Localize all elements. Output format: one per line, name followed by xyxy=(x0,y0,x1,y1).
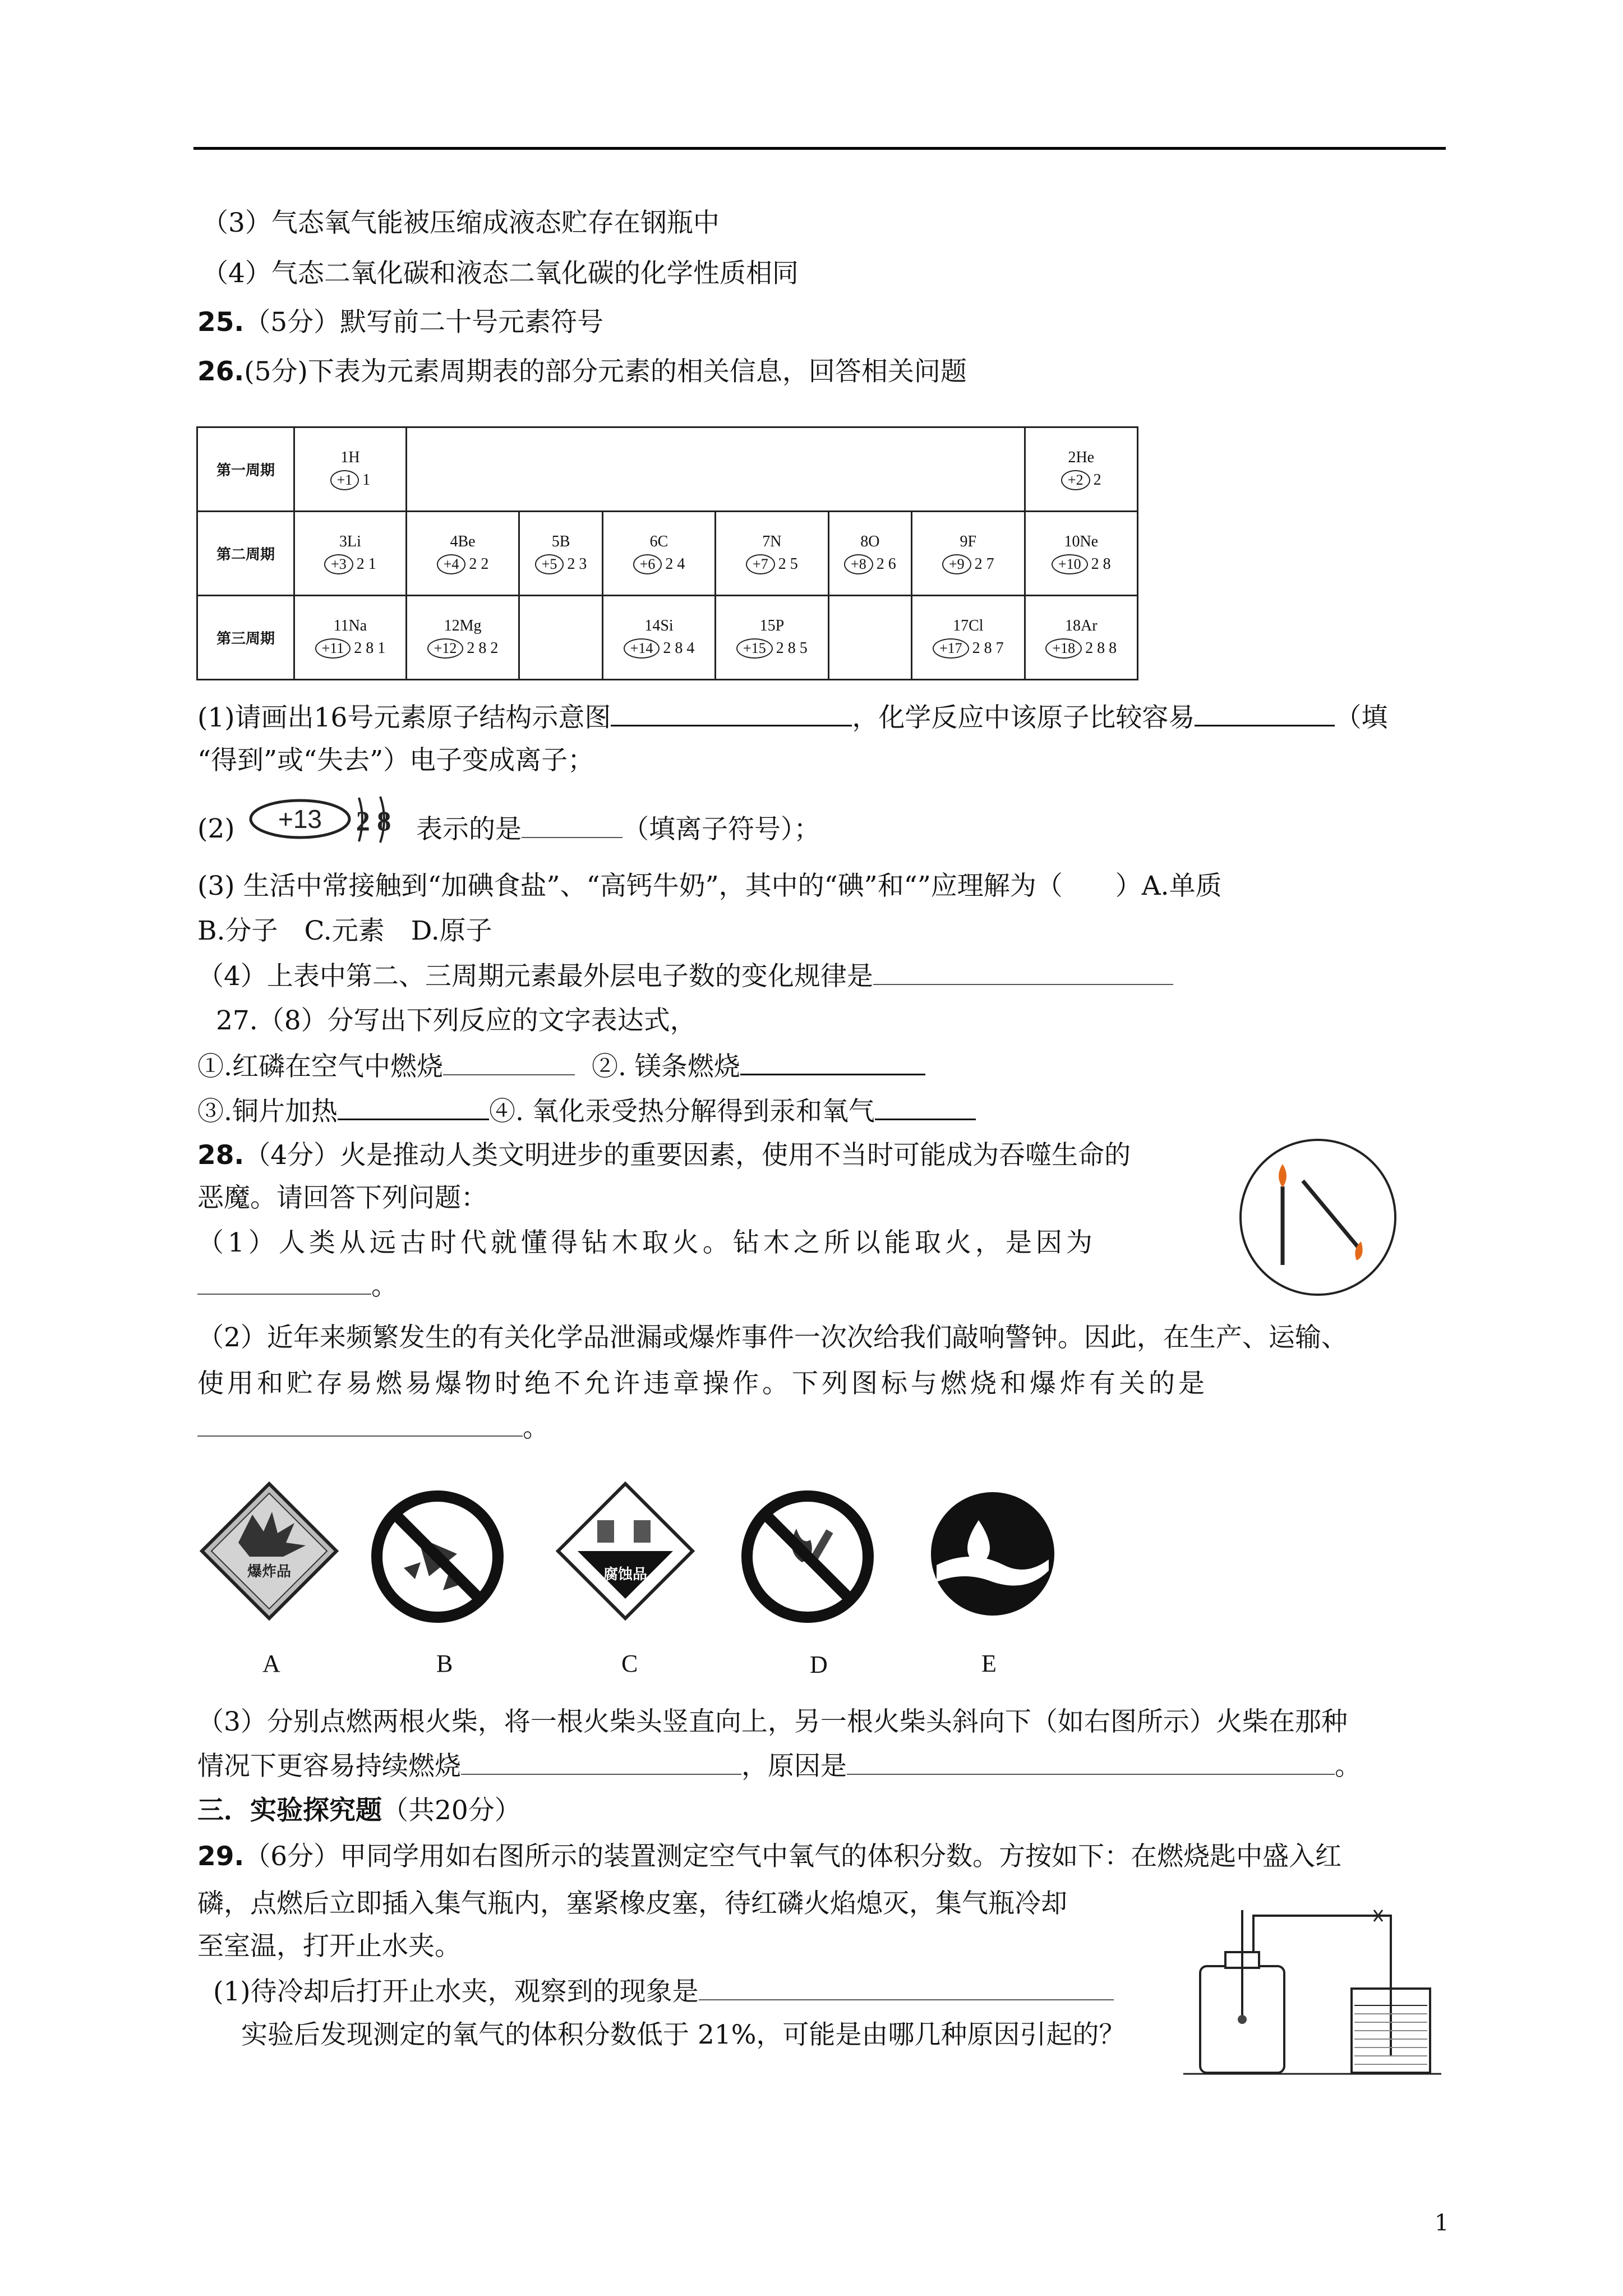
shells: 2 1 xyxy=(356,555,376,573)
q29-part1 xyxy=(213,1975,1114,2009)
shells: 2 4 xyxy=(665,555,685,573)
nucleus-icon: +17 xyxy=(933,638,969,659)
question-25 xyxy=(197,306,603,339)
question-27: 27.（8）分写出下列反应的文字表达式， xyxy=(216,1005,697,1036)
table-row xyxy=(197,427,1138,512)
question-text: （5分）默写前二十号元素符号 xyxy=(244,307,604,338)
nucleus-icon: +15 xyxy=(736,638,773,659)
text: ②. 镁条燃烧 xyxy=(591,1051,740,1082)
table-cell-empty xyxy=(406,427,1025,512)
shells: 2 6 xyxy=(876,555,896,573)
text: 。 xyxy=(523,1412,549,1443)
table-row xyxy=(197,512,1138,596)
period-label: 第二周期 xyxy=(197,512,294,596)
sign-text: 爆炸品 xyxy=(247,1563,292,1580)
q26-part2 xyxy=(416,812,820,846)
question-text: （4分）火是推动人类文明进步的重要因素，使用不当时可能成为吞噬生命的 xyxy=(244,1140,1131,1171)
nucleus-icon: +6 xyxy=(633,554,662,574)
shells: 2 8 2 xyxy=(467,639,499,657)
nucleus-icon: +8 xyxy=(844,554,873,574)
q28-part2-blank xyxy=(197,1411,549,1445)
text: ①.红磷在空气中燃烧 xyxy=(197,1051,443,1082)
element-name: 3Li xyxy=(339,532,361,550)
page-number: 1 xyxy=(1435,2210,1449,2236)
answer-blank[interactable] xyxy=(699,1975,1114,2000)
sign-label-e: E xyxy=(981,1650,997,1677)
q27-items-3-4 xyxy=(197,1094,976,1129)
flame-icon xyxy=(1279,1164,1287,1188)
section-points: （共20分） xyxy=(382,1795,521,1826)
q26-part1-cont: “得到”或“失去”）电子变成离子； xyxy=(197,745,594,776)
nucleus-icon: +7 xyxy=(746,554,775,574)
sign-label-c: C xyxy=(621,1650,638,1677)
answer-blank[interactable] xyxy=(875,1094,976,1120)
q28-part1: （1）人类从远古时代就懂得钻木取火。钻木之所以能取火，是因为 xyxy=(197,1227,1096,1258)
periodic-table xyxy=(196,426,1138,680)
shells: 2 xyxy=(1093,471,1101,489)
q29-text-cont: 磷，点燃后立即插入集气瓶内，塞紧橡皮塞，待红磷火焰熄灭，集气瓶冷却 xyxy=(197,1888,1067,1919)
q26-part1 xyxy=(197,700,1387,735)
shells: 2 8 1 xyxy=(354,639,386,657)
answer-blank[interactable] xyxy=(443,1050,575,1075)
q27-items-1-2 xyxy=(197,1049,925,1084)
no-open-flame-sign-icon xyxy=(740,1489,875,1624)
q28-part1-blank xyxy=(197,1269,398,1303)
nucleus-icon: +4 xyxy=(437,554,466,574)
combustion-spoon-icon xyxy=(1238,2015,1247,2024)
ion-nucleus-label: +13 xyxy=(278,804,322,834)
element-name: 15P xyxy=(759,616,785,634)
q26-part2-label: (2) xyxy=(197,813,235,844)
nucleus-icon: +5 xyxy=(535,554,564,574)
nucleus-icon: +18 xyxy=(1045,638,1082,659)
q26-part4 xyxy=(197,959,1173,993)
sign-label-b: B xyxy=(436,1650,453,1677)
answer-blank[interactable] xyxy=(461,1749,741,1775)
ion-diagram-icon xyxy=(247,791,409,853)
text: (1)请画出16号元素原子结构示意图 xyxy=(197,702,611,733)
text: ④. 氧化汞受热分解得到汞和氧气 xyxy=(488,1096,875,1127)
element-name: 2He xyxy=(1068,448,1095,466)
sign-text: 腐蚀品 xyxy=(603,1566,648,1583)
element-name: 1H xyxy=(340,448,360,466)
table-cell xyxy=(912,512,1025,596)
table-row xyxy=(197,596,1138,680)
answer-blank[interactable] xyxy=(1195,700,1335,726)
section-3-heading xyxy=(197,1794,521,1828)
nucleus-icon: +9 xyxy=(942,554,971,574)
text: 情况下更容易持续燃烧 xyxy=(197,1751,461,1782)
element-name: 7N xyxy=(762,532,782,550)
period-label: 第三周期 xyxy=(197,596,294,680)
answer-blank[interactable] xyxy=(197,1411,523,1437)
question-text: (5分)下表为元素周期表的部分元素的相关信息，回答相关问题 xyxy=(244,356,967,387)
shells: 2 3 xyxy=(567,555,587,573)
ion-shells-label: 2 8 xyxy=(356,805,391,836)
table-cell xyxy=(602,512,715,596)
answer-blank[interactable] xyxy=(873,959,1173,985)
table-cell xyxy=(1025,427,1137,512)
shells: 2 8 xyxy=(1091,555,1111,573)
q28-part2: （2）近年来频繁发生的有关化学品泄漏或爆炸事件一次次给我们敲响警钟。因此，在生产、运输、 xyxy=(197,1322,1348,1353)
section-title: 三．实验探究题 xyxy=(197,1795,382,1826)
q28-text-cont: 恶魔。请回答下列问题： xyxy=(197,1182,487,1213)
text: (1)待冷却后打开止水夹，观察到的现象是 xyxy=(213,1976,699,2007)
matches-figure xyxy=(1237,1136,1399,1299)
table-cell-empty xyxy=(519,596,603,680)
question-text: （6分）甲同学用如右图所示的装置测定空气中氧气的体积分数。方按如下：在燃烧匙中盛入红 xyxy=(244,1841,1342,1872)
question-28 xyxy=(197,1139,1131,1172)
nucleus-icon: +3 xyxy=(324,554,353,574)
table-cell xyxy=(406,512,519,596)
shells: 2 2 xyxy=(469,555,489,573)
text: 。 xyxy=(1335,1751,1361,1782)
line-item-3: （3）气态氧气能被压缩成液态贮存在钢瓶中 xyxy=(202,208,720,238)
element-name: 10Ne xyxy=(1064,532,1099,550)
table-cell xyxy=(519,512,603,596)
text: （填 xyxy=(1335,702,1388,733)
answer-blank[interactable] xyxy=(197,1269,371,1295)
element-name: 4Be xyxy=(450,532,476,550)
question-26 xyxy=(197,355,967,389)
table-cell xyxy=(406,596,519,680)
flammable-liquid-sign-icon xyxy=(925,1487,1060,1621)
q28-part3: （3）分别点燃两根火柴，将一根火柴头竖直向上，另一根火柴头斜向下（如右图所示）火柴在那种 xyxy=(197,1706,1348,1737)
table-cell xyxy=(828,512,912,596)
nucleus-icon: +2 xyxy=(1061,470,1090,490)
table-cell xyxy=(294,427,407,512)
period-label: 第一周期 xyxy=(197,427,294,512)
text: （填离子符号）； xyxy=(623,814,820,845)
question-number: 25. xyxy=(197,307,245,338)
shells: 2 5 xyxy=(778,555,798,573)
answer-blank[interactable] xyxy=(740,1049,925,1075)
text: ，原因是 xyxy=(741,1751,847,1782)
element-name: 5B xyxy=(551,532,570,550)
element-name: 11Na xyxy=(333,616,367,634)
question-number: 26. xyxy=(197,356,245,387)
answer-blank[interactable] xyxy=(847,1749,1335,1775)
table-cell xyxy=(294,596,407,680)
table-cell-empty xyxy=(828,596,912,680)
element-name: 17Cl xyxy=(953,616,984,634)
question-number: 29. xyxy=(197,1841,245,1872)
nucleus-icon: +11 xyxy=(315,638,351,659)
sign-label-d: D xyxy=(810,1651,828,1678)
answer-blank[interactable] xyxy=(522,812,623,838)
shells: 2 8 4 xyxy=(663,639,695,657)
nucleus-icon: +1 xyxy=(330,470,359,490)
question-number: 28. xyxy=(197,1140,245,1171)
line-item-4: （4）气态二氧化碳和液态二氧化碳的化学性质相同 xyxy=(202,258,799,289)
table-cell xyxy=(716,512,828,596)
element-name: 12Mg xyxy=(444,616,482,634)
element-name: 8O xyxy=(860,532,880,550)
element-name: 6C xyxy=(649,532,668,550)
question-29 xyxy=(197,1840,1341,1874)
sign-label-a: A xyxy=(262,1650,280,1677)
table-cell xyxy=(602,596,715,680)
table-cell xyxy=(1025,512,1137,596)
header-rule xyxy=(193,147,1446,150)
q29-text-cont2: 至室温，打开止水夹。 xyxy=(197,1931,461,1962)
answer-blank[interactable] xyxy=(338,1094,489,1120)
shells: 1 xyxy=(362,471,371,489)
q28-part2-cont: 使用和贮存易燃易爆物时绝不允许违章操作。下列图标与燃烧和爆炸有关的是 xyxy=(197,1368,1208,1399)
text: 。 xyxy=(371,1271,398,1301)
element-name: 18Ar xyxy=(1064,616,1098,634)
text: ③.铜片加热 xyxy=(197,1096,338,1127)
nucleus-icon: +10 xyxy=(1052,554,1088,574)
q26-part3: (3) 生活中常接触到“加碘食盐”、“高钙牛奶”，其中的“碘”和“”应理解为（ ）A.单质 xyxy=(197,871,1222,901)
shells: 2 7 xyxy=(974,555,994,573)
table-cell xyxy=(912,596,1025,680)
text: 表示的是 xyxy=(416,814,522,845)
shells: 2 8 8 xyxy=(1085,639,1117,657)
nucleus-icon: +14 xyxy=(624,638,660,659)
no-fireworks-sign-icon xyxy=(370,1489,505,1624)
element-name: 9F xyxy=(960,532,977,550)
table-cell xyxy=(294,512,407,596)
shells: 2 8 7 xyxy=(972,639,1004,657)
nucleus-icon: +12 xyxy=(427,638,464,659)
tilted-match-icon xyxy=(1303,1181,1359,1248)
element-name: 14Si xyxy=(644,616,674,634)
apparatus-figure xyxy=(1183,1899,1441,2078)
q26-part3-options: B.分子 C.元素 D.原子 xyxy=(197,915,492,946)
answer-blank[interactable] xyxy=(611,700,852,726)
text: （4）上表中第二、三周期元素最外层电子数的变化规律是 xyxy=(197,961,873,992)
explosive-sign-icon xyxy=(199,1481,339,1621)
table-cell xyxy=(716,596,828,680)
text: ，化学反应中该原子比较容易 xyxy=(852,702,1195,733)
q28-part3-cont xyxy=(197,1749,1361,1783)
q29-part1-cont: 实验后发现测定的氧气的体积分数低于 21%，可能是由哪几种原因引起的？ xyxy=(241,2019,1126,2050)
table-cell xyxy=(1025,596,1137,680)
corrosive-sign-icon xyxy=(555,1481,695,1621)
shells: 2 8 5 xyxy=(776,639,808,657)
